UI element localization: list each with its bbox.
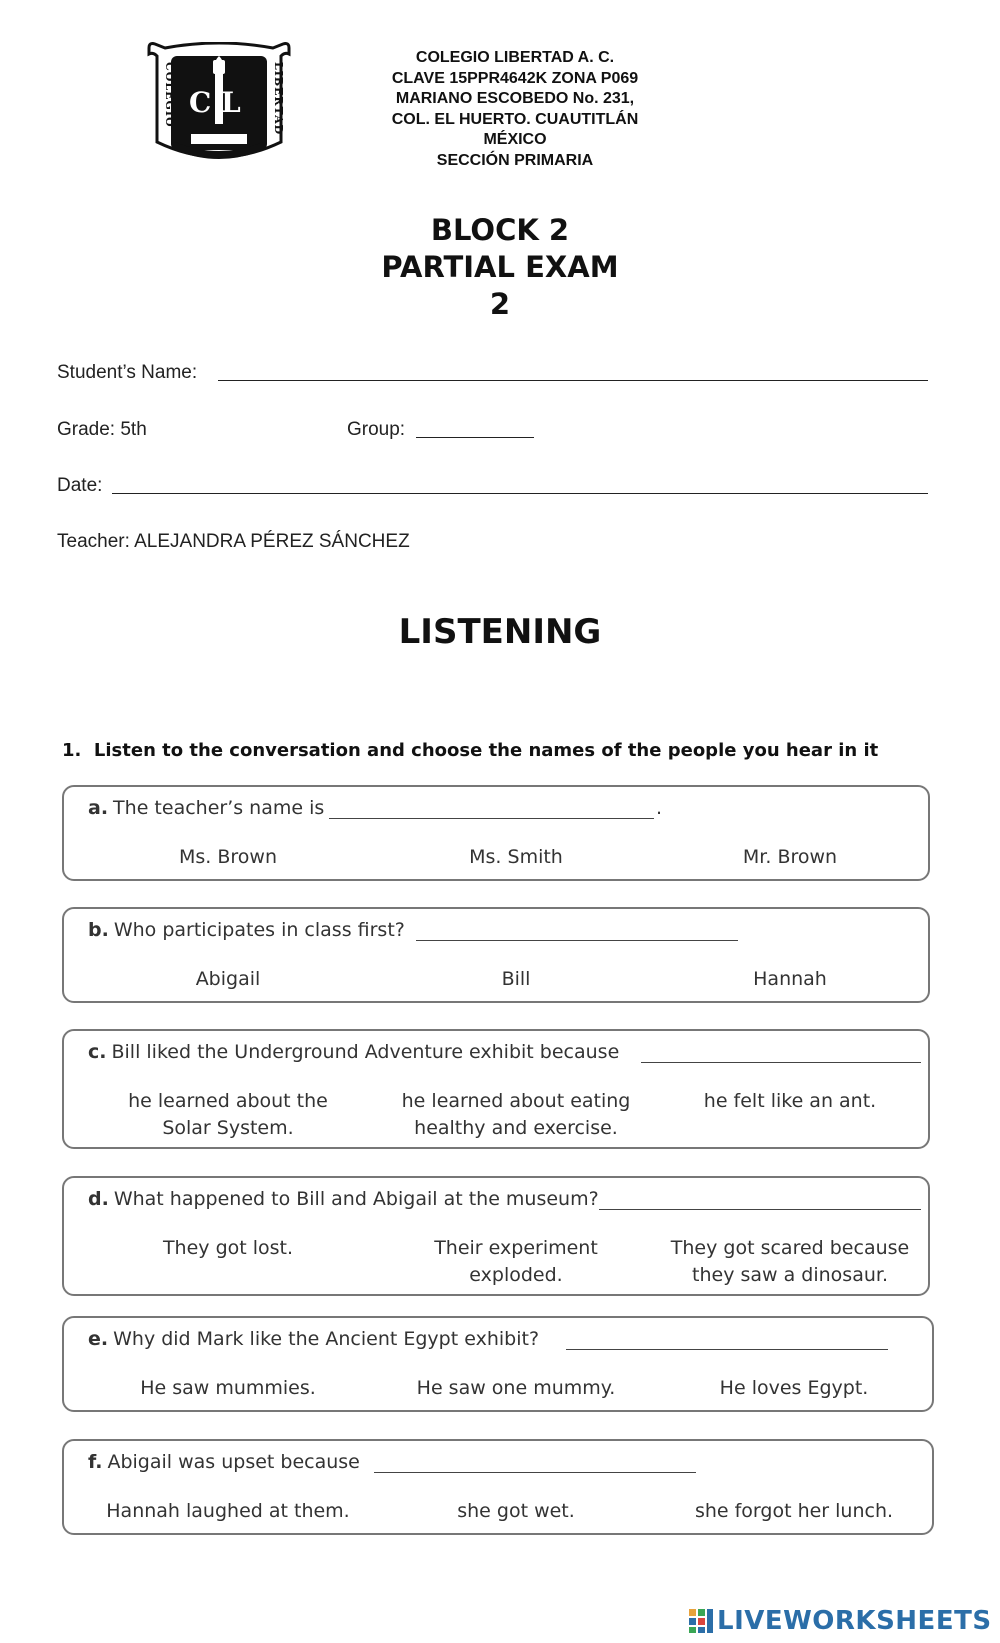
question-text: Bill liked the Underground Adventure exhibit because	[111, 1041, 620, 1063]
question-text: The teacher’s name is	[113, 797, 325, 819]
question-box-d	[62, 1176, 930, 1296]
answer-option[interactable]: he felt like an ant.	[703, 1090, 877, 1112]
question-box-e	[62, 1316, 934, 1412]
answer-option[interactable]: Their experiment exploded.	[434, 1237, 598, 1286]
date-label: Date:	[57, 475, 103, 496]
teacher-text: Teacher: ALEJANDRA PÉREZ SÁNCHEZ	[57, 531, 410, 552]
exam-title	[250, 212, 750, 323]
header-line: SECCIÓN PRIMARIA	[436, 151, 594, 169]
answer-blank[interactable]	[416, 940, 738, 941]
group-field[interactable]	[416, 437, 534, 438]
answer-option[interactable]: Ms. Smith	[469, 846, 563, 868]
instruction-number: 1.	[62, 740, 82, 761]
header-line: MÉXICO	[483, 131, 547, 148]
logo-text-right: LIBERTAD	[272, 62, 285, 136]
question-letter: d.	[88, 1188, 109, 1210]
question-suffix: .	[656, 797, 663, 819]
header-line: COLEGIO LIBERTAD A. C.	[415, 49, 615, 66]
question-box-c	[62, 1029, 930, 1149]
liveworksheets-logo-icon	[688, 1608, 714, 1634]
school-header	[340, 48, 690, 171]
answer-blank[interactable]	[599, 1209, 921, 1210]
title-line-2: PARTIAL EXAM	[381, 250, 619, 284]
question-box-f	[62, 1439, 934, 1535]
brand-text: LIVEWORKSHEETS	[717, 1606, 992, 1636]
title-line-1: BLOCK 2	[430, 213, 570, 247]
question-letter: a.	[88, 797, 109, 819]
answer-option[interactable]: Abigail	[195, 968, 261, 990]
question-line	[88, 919, 405, 941]
question-line	[88, 1328, 539, 1350]
group-label: Group:	[347, 419, 406, 440]
question-box-a	[62, 785, 930, 881]
student-name-field[interactable]	[218, 380, 928, 381]
date-field[interactable]	[112, 493, 928, 494]
logo-letter-c: C L	[189, 86, 241, 119]
question-letter: e.	[88, 1328, 109, 1350]
student-name-label: Student’s Name:	[57, 362, 198, 383]
question-letter: b.	[88, 919, 109, 941]
answer-option[interactable]: Ms. Brown	[178, 846, 277, 868]
grade-text: Grade: 5th	[57, 419, 147, 440]
header-line: MARIANO ESCOBEDO No. 231,	[395, 90, 635, 107]
question-box-b	[62, 907, 930, 1003]
answer-option[interactable]: he learned about eating healthy and exercise.	[401, 1090, 631, 1139]
question-line	[88, 797, 324, 819]
question-letter: c.	[88, 1041, 107, 1063]
question-text: What happened to Bill and Abigail at the museum?	[113, 1188, 599, 1210]
answer-option[interactable]: Bill	[501, 968, 531, 990]
answer-option[interactable]: He saw one mummy.	[416, 1377, 616, 1399]
answer-blank[interactable]	[329, 818, 654, 819]
answer-option[interactable]: Hannah	[753, 968, 827, 990]
answer-option[interactable]: she forgot her lunch.	[694, 1500, 894, 1522]
answer-option[interactable]: He loves Egypt.	[719, 1377, 869, 1399]
answer-blank[interactable]	[641, 1062, 921, 1063]
crest-icon	[145, 42, 293, 172]
question-letter: f.	[88, 1451, 103, 1473]
instruction-text: Listen to the conversation and choose the names of the people you hear in it	[93, 740, 879, 761]
question-line	[88, 1451, 360, 1473]
logo-text-left: COLEGIO	[163, 62, 176, 128]
answer-option[interactable]: They got scared because they saw a dinosaur.	[670, 1237, 910, 1286]
answer-option[interactable]: Hannah laughed at them.	[106, 1500, 350, 1522]
answer-option[interactable]: he learned about the Solar System.	[128, 1090, 328, 1139]
school-logo	[145, 42, 293, 172]
section-title: LISTENING	[398, 612, 602, 652]
question-text: Why did Mark like the Ancient Egypt exhibit?	[113, 1328, 540, 1350]
question-text: Who participates in class first?	[113, 919, 405, 941]
answer-option[interactable]: He saw mummies.	[140, 1377, 316, 1399]
question-line	[88, 1188, 599, 1210]
answer-option[interactable]: she got wet.	[457, 1500, 575, 1522]
title-line-3: 2	[489, 287, 511, 321]
answer-blank[interactable]	[566, 1349, 888, 1350]
liveworksheets-brand	[688, 1604, 993, 1638]
header-line: CLAVE 15PPR4642K ZONA P069	[391, 69, 639, 87]
question-line	[88, 1041, 619, 1063]
header-line: COL. EL HUERTO. CUAUTITLÁN	[391, 110, 639, 128]
answer-blank[interactable]	[374, 1472, 696, 1473]
answer-option[interactable]: Mr. Brown	[742, 846, 838, 868]
answer-option[interactable]: They got lost.	[162, 1237, 294, 1259]
instruction	[62, 740, 942, 761]
question-text: Abigail was upset because	[107, 1451, 360, 1473]
